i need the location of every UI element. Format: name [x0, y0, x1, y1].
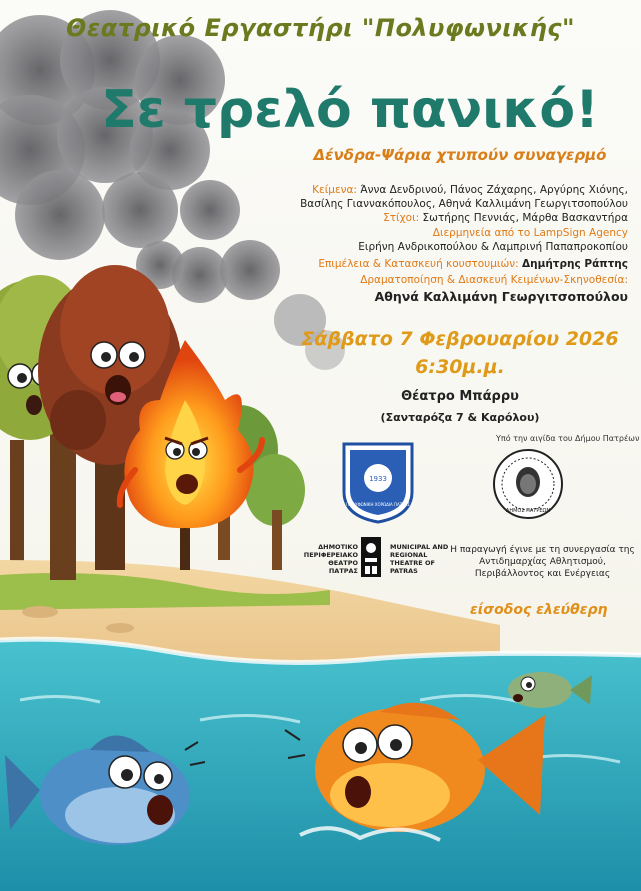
credit-costumes-label: Επιμέλεια & Κατασκευή κουστουμιών:: [318, 258, 519, 270]
choir-logo-year: 1933: [369, 475, 387, 483]
credit-costumes: [230, 257, 628, 271]
patronage-text: Υπό την αιγίδα του Δήμου Πατρέων: [496, 434, 640, 443]
credit-texts-label: Κείμενα:: [312, 184, 357, 196]
venue-address: (Σανταρόζα 7 & Καρόλου): [380, 411, 540, 424]
free-entry-note: είσοδος ελεύθερη: [470, 602, 608, 618]
credit-texts-names: Άννα Δενδρινού, Πάνος Ζάχαρης, Αργύρης Χιόνης,: [360, 184, 628, 196]
play-subtitle: Δένδρα-Ψάρια χτυπούν συναγερμό: [313, 146, 607, 164]
credit-verses-label: Στίχοι:: [383, 212, 420, 224]
credit-costumes-name: Δημήτρης Ράπτης: [522, 258, 628, 270]
credit-verses-names: Σωτήρης Πεννιάς, Μάρθα Βασκαντήρα: [422, 212, 628, 224]
city-seal-text: ΔΗΜΟΣ ΠΑΤΡΕΩΝ: [505, 508, 551, 514]
credit-texts-line2: Βασίλης Γιαννακόπουλος, Αθηνά Καλλιμάνη Γεωργιτσοπούλου: [300, 198, 628, 210]
credit-texts-line1: [230, 183, 628, 197]
credit-direction-label: Δραματοποίηση & Διασκευή Κειμένων-Σκηνοθεσία:: [360, 274, 628, 286]
workshop-title: Θεατρικό Εργαστήρι "Πολυφωνικής": [65, 14, 576, 42]
city-of-patras-seal: [492, 448, 564, 520]
credit-interp-names: Ειρήνη Ανδρικοπούλου & Λαμπρινή Παπαπροκοπίου: [358, 241, 628, 253]
play-title: Σε τρελό πανικό!: [101, 80, 599, 140]
credit-direction-name: Αθηνά Καλλιμάνη Γεωργιτσοπούλου: [374, 289, 628, 304]
municipal-theatre-name-en: MUNICIPAL AND REGIONAL THEATRE OF PATRAS: [390, 543, 449, 575]
venue-name: Θέατρο Μπάρρυ: [401, 389, 519, 404]
choir-logo: [340, 440, 416, 524]
credit-verses: [230, 211, 628, 225]
credit-interp-label: Διερμηνεία από το LampSign Agency: [432, 227, 628, 239]
event-time: 6:30μ.μ.: [415, 356, 505, 378]
event-date: Σάββατο 7 Φεβρουαρίου 2026: [301, 328, 619, 350]
cooperation-note: Η παραγωγή έγινε με τη συνεργασία της Αντιδημαρχίας Αθλητισμού, Περιβάλλοντος και Ενέργειας: [450, 545, 635, 579]
choir-logo-text: ΠΟΛΥΦΩΝΙΚΗ ΧΟΡΩΔΙΑ ΠΑΤΡΑΣ: [346, 502, 410, 507]
municipal-theatre-name-gr: ΔΗΜΟΤΙΚΟ ΠΕΡΙΦΕΡΕΙΑΚΟ ΘΕΑΤΡΟ ΠΑΤΡΑΣ: [303, 543, 358, 575]
